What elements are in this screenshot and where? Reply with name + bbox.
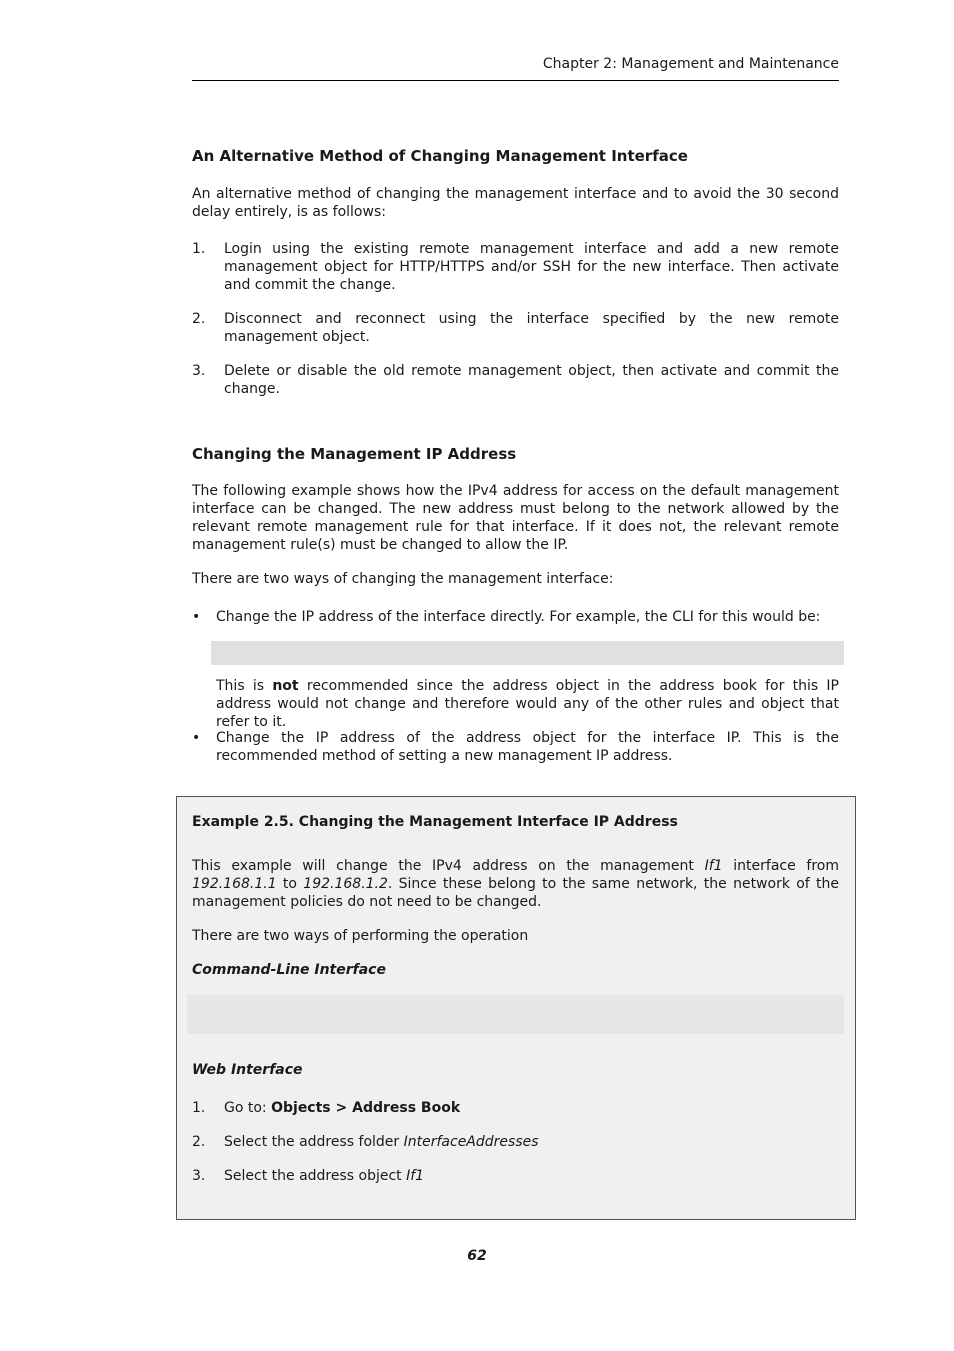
example-para2: There are two ways of performing the operation	[192, 928, 529, 944]
step-text: Delete or disable the old remote management object, then activate and commit the change.	[224, 363, 839, 397]
section-title-management-ip: Changing the Management IP Address	[192, 445, 517, 463]
step-number: 3.	[192, 363, 206, 379]
chapter-header: Chapter 2: Management and Maintenance	[542, 56, 839, 72]
bullet-text: Change the IP address of the address object for the interface IP. This is the recommended method of setting a new management IP address.	[216, 730, 839, 764]
cli-code-block	[211, 641, 844, 665]
example-title: Example 2.5. Changing the Management Interface IP Address	[192, 814, 678, 830]
step-number: 1.	[192, 1100, 206, 1116]
step-number: 1.	[192, 241, 206, 257]
step-text: Login using the existing remote management interface and add a new remote management object for HTTP/HTTPS and/or SSH for the new interface. Then activate and commit the change.	[224, 241, 839, 293]
web-step: Select the address folder InterfaceAddresses	[224, 1134, 539, 1150]
step-text: Disconnect and reconnect using the interface specified by the new remote management object.	[224, 311, 839, 345]
web-heading: Web Interface	[192, 1062, 303, 1078]
bullet-text: Change the IP address of the interface directly. For example, the CLI for this would be:	[216, 609, 821, 625]
example-intro: This example will change the IPv4 address on the management If1 interface from 192.168.1.1 to 192.168.1.2. Since these belong to the same network, the network of the management policies do not need to be changed.	[192, 858, 840, 910]
step-number: 2.	[192, 1134, 206, 1150]
section2-para1: The following example shows how the IPv4 address for access on the default management interface can be changed. The new address must belong to the network allowed by the relevant remote management rule for that interface. If it does not, the relevant remote management rule(s) must be changed to allow the IP.	[192, 483, 839, 553]
web-step: Go to: Objects > Address Book	[224, 1100, 461, 1116]
bullet-marker: •	[192, 730, 201, 746]
cli-command-block	[187, 995, 844, 1034]
not-recommended-note: This is not recommended since the address object in the address book for this IP address would not change and therefore would any of the other rules and object that refer to it.	[216, 678, 839, 730]
section1-intro: An alternative method of changing the management interface and to avoid the 30 second delay entirely, is as follows:	[192, 186, 839, 220]
header-rule	[192, 80, 839, 81]
cli-heading: Command-Line Interface	[192, 962, 386, 978]
step-number: 2.	[192, 311, 206, 327]
page-number: 62	[467, 1248, 487, 1264]
step-number: 3.	[192, 1168, 206, 1184]
web-step: Select the address object If1	[224, 1168, 425, 1184]
bullet-marker: •	[192, 609, 201, 625]
section2-para2: There are two ways of changing the management interface:	[192, 571, 614, 587]
section-title-alternative-method: An Alternative Method of Changing Management Interface	[192, 147, 688, 165]
